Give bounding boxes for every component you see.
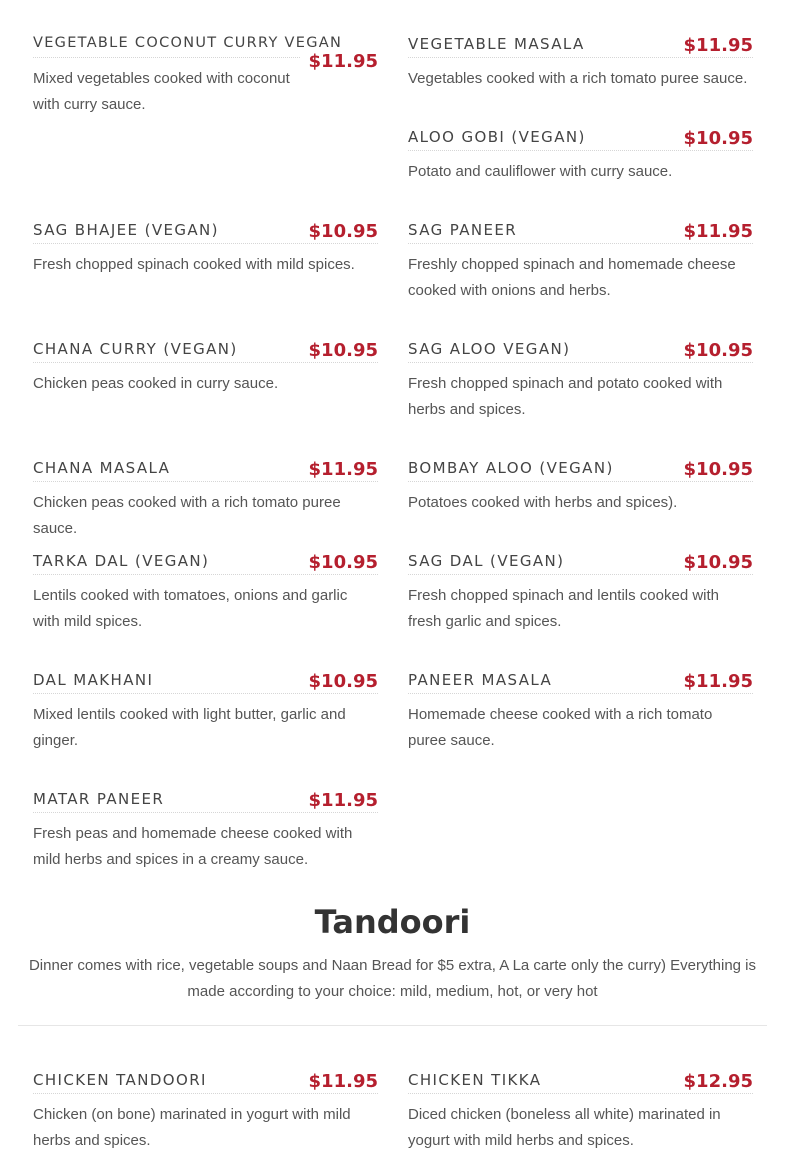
- menu-item-description: Fresh peas and homemade cheese cooked with mild herbs and spices in a creamy sauce.: [33, 825, 353, 868]
- menu-item-header: [408, 338, 753, 363]
- menu-item-description: Chicken peas cooked with a rich tomato puree sauce.: [33, 494, 341, 537]
- menu-item-header: [33, 669, 378, 694]
- menu-item-price: $10.95: [301, 221, 378, 242]
- menu-item-price: $12.95: [676, 1071, 753, 1092]
- menu-item-name: MATAR PANEER: [33, 790, 165, 808]
- menu-item-price: $11.95: [301, 790, 378, 811]
- menu-item-price: $11.95: [301, 51, 378, 72]
- menu-item-price: $11.95: [676, 221, 753, 242]
- section-subtitle: Dinner comes with rice, vegetable soups and Naan Bread for $5 extra, A La carte only the curry) Everything is made according to your choice: mild, medium, hot, or very hot: [28, 957, 757, 1000]
- menu-item: [408, 33, 753, 92]
- menu-item: [408, 669, 753, 754]
- menu-item-header: [33, 550, 378, 575]
- menu-item-name: CHICKEN TANDOORI: [33, 1071, 207, 1089]
- menu-item-description: Mixed lentils cooked with light butter, garlic and ginger.: [33, 706, 346, 749]
- menu-item-price: $10.95: [676, 552, 753, 573]
- menu-item: [33, 788, 378, 873]
- menu-item-price: $10.95: [301, 340, 378, 361]
- menu-item-price: $10.95: [676, 340, 753, 361]
- menu-item-header: [33, 457, 378, 482]
- menu-item-description: Lentils cooked with tomatoes, onions and garlic with mild spices.: [33, 587, 348, 630]
- menu-item-description: Diced chicken (boneless all white) marinated in yogurt with mild herbs and spices.: [408, 1106, 721, 1149]
- menu-item-name: SAG ALOO VEGAN): [408, 340, 571, 358]
- menu-item-header: [408, 33, 753, 58]
- menu-item: [408, 338, 753, 423]
- menu-item-header: [33, 33, 378, 72]
- menu-item-price: $10.95: [676, 128, 753, 149]
- menu-item-price: $11.95: [301, 1071, 378, 1092]
- menu-item-name: BOMBAY ALOO (VEGAN): [408, 459, 614, 477]
- menu-item-description: Fresh chopped spinach and potato cooked with herbs and spices.: [408, 375, 723, 418]
- section-divider: [18, 1025, 767, 1026]
- menu-item-description: Mixed vegetables cooked with coconut with curry sauce.: [33, 70, 290, 113]
- menu-item: [33, 457, 378, 542]
- menu-item-name: VEGETABLE MASALA: [408, 35, 585, 53]
- menu-item-header: [408, 126, 753, 151]
- menu-item: [408, 126, 753, 185]
- menu-item-name: TARKA DAL (VEGAN): [33, 552, 210, 570]
- menu-item-name: PANEER MASALA: [408, 671, 553, 689]
- menu-item-price: $10.95: [301, 552, 378, 573]
- menu-item-name: CHANA CURRY (VEGAN): [33, 340, 238, 358]
- menu-item-name: CHANA MASALA: [33, 459, 171, 477]
- menu-item-price: $10.95: [301, 671, 378, 692]
- menu-item-header: [408, 1069, 753, 1094]
- menu-item-header: [33, 219, 378, 244]
- menu-item: [33, 219, 378, 278]
- menu-item-description: Chicken (on bone) marinated in yogurt with mild herbs and spices.: [33, 1106, 351, 1149]
- menu-item-price: $11.95: [676, 671, 753, 692]
- menu-item-name: VEGETABLE COCONUT CURRY VEGAN: [33, 35, 343, 51]
- menu-item-description: Potatoes cooked with herbs and spices).: [408, 494, 678, 511]
- menu-item: [33, 669, 378, 754]
- menu-item-description: Chicken peas cooked in curry sauce.: [33, 375, 279, 392]
- menu-item-description: Fresh chopped spinach and lentils cooked with fresh garlic and spices.: [408, 587, 720, 630]
- menu-item-header: [33, 788, 378, 813]
- menu-item: [33, 338, 378, 397]
- menu-item: [408, 219, 753, 304]
- menu-item: [33, 33, 378, 118]
- menu-item-header: [408, 669, 753, 694]
- menu-item-name: ALOO GOBI (VEGAN): [408, 128, 586, 146]
- menu-item: [33, 550, 378, 635]
- menu-item-price: $11.95: [301, 459, 378, 480]
- menu-item-description: Potato and cauliflower with curry sauce.: [408, 163, 673, 180]
- menu-item-header: [408, 219, 753, 244]
- menu-item-price: $10.95: [676, 459, 753, 480]
- menu-item-header: [33, 338, 378, 363]
- section-title: Tandoori: [314, 903, 471, 941]
- menu-item-header: [33, 1069, 378, 1094]
- menu-item-description: Vegetables cooked with a rich tomato puree sauce.: [408, 70, 748, 87]
- menu-item: [408, 550, 753, 635]
- menu-item-name: SAG BHAJEE (VEGAN): [33, 221, 219, 239]
- menu-item-header: [408, 550, 753, 575]
- menu-item-description: Homemade cheese cooked with a rich tomato puree sauce.: [408, 706, 713, 749]
- menu-item: [408, 1069, 753, 1154]
- menu-item: [33, 1069, 378, 1154]
- menu-item-name: SAG DAL (VEGAN): [408, 552, 565, 570]
- menu-item-header: [408, 457, 753, 482]
- menu-item-price: $11.95: [676, 35, 753, 56]
- menu-item-name: CHICKEN TIKKA: [408, 1071, 542, 1089]
- menu-item-name: SAG PANEER: [408, 221, 518, 239]
- menu-item: [408, 457, 753, 516]
- menu-item-description: Freshly chopped spinach and homemade cheese cooked with onions and herbs.: [408, 256, 736, 299]
- menu-item-description: Fresh chopped spinach cooked with mild spices.: [33, 256, 355, 273]
- menu-item-name: DAL MAKHANI: [33, 671, 154, 689]
